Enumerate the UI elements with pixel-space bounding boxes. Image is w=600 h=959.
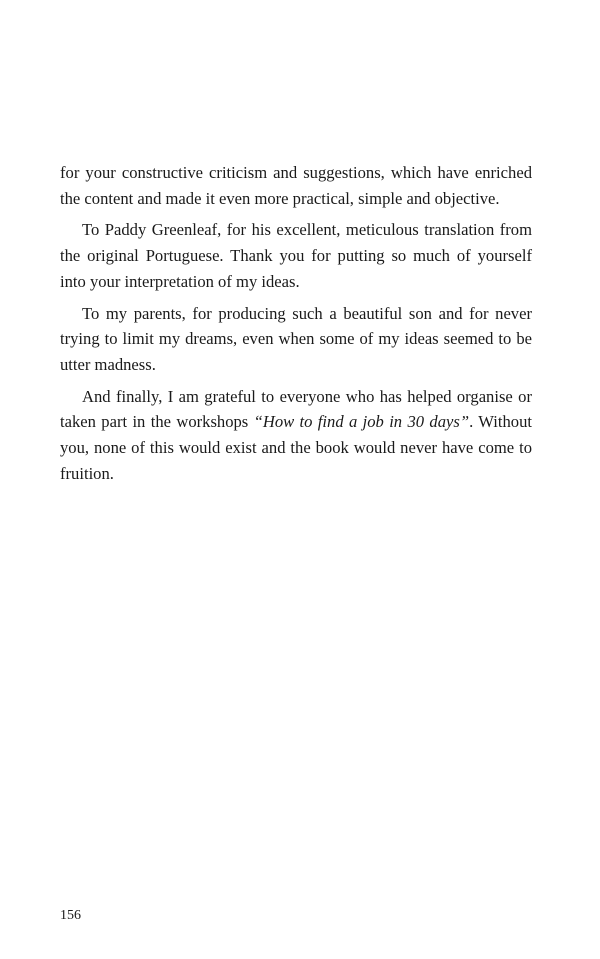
paragraph-translator-thanks: To Paddy Greenleaf, for his excellent, meticulous translation from the original Portuguese. Thank you for putting so much of yourself into your interpretation of my ideas. <box>60 220 532 291</box>
paragraph-parents-thanks: To my parents, for producing such a beautiful son and for never trying to limit my dreams, even when some of my ideas seemed to be utter madness. <box>60 303 532 374</box>
body-text <box>60 160 532 492</box>
workshop-title: “How to find a job in 30 days” <box>253 412 470 432</box>
paragraph-workshop-thanks <box>60 384 532 487</box>
paragraph-workshop-text-before: And finally, I am grateful to everyone who has helped organise or taken part in the workshops <box>60 386 532 432</box>
paragraph-workshop-text-after: . Without you, none of this would exist and the book would never have come to fruition. <box>60 412 532 483</box>
paragraph-continuation: for your constructive criticism and suggestions, which have enriched the content and made it even more practical, simple and objective. <box>60 163 532 208</box>
page-number: 156 <box>60 908 81 923</box>
